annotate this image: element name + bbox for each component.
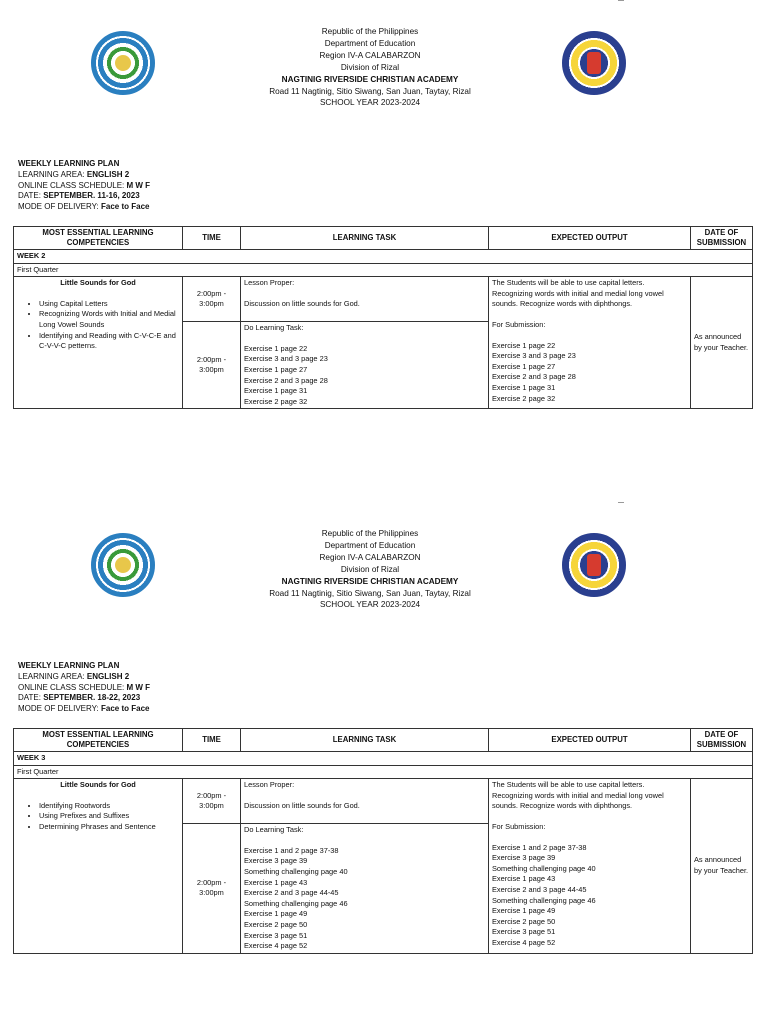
header-school-year: SCHOOL YEAR 2023-2024 <box>319 98 421 108</box>
list-item: Exercise 1 page 43 <box>492 874 556 884</box>
page-week-3 <box>0 502 768 1004</box>
list-item: Exercise 1 page 22 <box>244 343 308 353</box>
col-task: LEARNING TASK <box>241 729 489 752</box>
learning-task-cell: Do Learning Task: Exercise 1 page 22 Exercise 3 and 3 page 23 Exercise 1 page 27 Exercise 2 and 3 page 28 Exercise 1 page 31 Exercise 2 page 32 <box>241 322 489 409</box>
time-cell: 2:00pm - 3:00pm <box>183 824 241 954</box>
page-marker <box>618 502 624 503</box>
list-item: Exercise 3 page 39 <box>492 853 556 863</box>
lesson-proper-cell: Lesson Proper: Discussion on little sounds for God. <box>241 779 489 824</box>
col-time: TIME <box>183 227 241 250</box>
list-item: • Using Prefixes and Suffixes <box>39 811 179 822</box>
deped-seal-logo <box>562 31 626 95</box>
list-item: Exercise 4 page 52 <box>244 941 308 951</box>
time-cell: 2:00pm - 3:00pm <box>183 779 241 824</box>
competency-list <box>17 801 179 833</box>
list-item: Exercise 3 page 51 <box>244 930 308 940</box>
expected-output-cell: The Students will be able to use capital letters. Recognizing words with initial and medial long vowel sounds. Recognize words with diphthongs. For Submission: Exercise 1 page 22 Exercise 3 and 3 page 23 Exercise 1 page 27 Exercise 2 and 3 page 28 Exercise 1 page 31 Exercise 2 page 32 <box>489 277 691 409</box>
expected-output-cell: The Students will be able to use capital letters. Recognizing words with initial and medial long vowel sounds. Recognize words with diphthongs. For Submission: Exercise 1 and 2 page 37-38 Exercise 3 page 39 Something challenging page 40 Exercise 1 page 43 Exercise 2 and 3 page 44-45 Something challenging page 46 Exercise 1 page 49 Exercise 2 page 50 Exercise 3 page 51 Exercise 4 page 52 <box>489 779 691 954</box>
time-cell: 2:00pm - 3:00pm <box>183 322 241 409</box>
time-cell: 2:00pm - 3:00pm <box>183 277 241 322</box>
table-header-row <box>14 729 753 752</box>
col-output: EXPECTED OUTPUT <box>489 227 691 250</box>
list-item: Exercise 2 and 3 page 28 <box>492 372 576 382</box>
list-item: Exercise 3 and 3 page 23 <box>244 354 328 364</box>
lesson-title: Little Sounds for God <box>60 780 136 790</box>
plan-title: WEEKLY LEARNING PLAN <box>18 661 120 670</box>
header-republic: Republic of the Philippines <box>321 27 419 36</box>
learning-area: LEARNING AREA: ENGLISH 2 <box>18 671 130 681</box>
list-item: Exercise 1 page 49 <box>244 909 308 919</box>
plan-date: DATE: SEPTEMBER. 11-16, 2023 <box>18 191 140 201</box>
col-mel: MOST ESSENTIAL LEARNING COMPETENCIES <box>14 227 183 250</box>
delivery-mode: MODE OF DELIVERY: Face to Face <box>18 202 150 212</box>
learning-area: LEARNING AREA: ENGLISH 2 <box>18 169 130 179</box>
list-item: Exercise 4 page 52 <box>492 937 556 947</box>
document-header <box>240 528 500 611</box>
school-seal-logo <box>91 533 155 597</box>
list-item: • Using Capital Letters <box>39 299 179 310</box>
class-schedule: ONLINE CLASS SCHEDULE: M W F <box>18 180 151 190</box>
lesson-proper-cell: Lesson Proper: Discussion on little sounds for God. <box>241 277 489 322</box>
competencies-cell <box>14 277 183 409</box>
col-time: TIME <box>183 729 241 752</box>
learning-plan-table <box>13 226 753 409</box>
table-header-row <box>14 227 753 250</box>
list-item: Something challenging page 40 <box>244 866 348 876</box>
list-item: Exercise 1 and 2 page 37-38 <box>244 845 339 855</box>
plan-title: WEEKLY LEARNING PLAN <box>18 159 120 168</box>
col-date: DATE OF SUBMISSION <box>691 227 753 250</box>
list-item: Exercise 1 page 49 <box>492 906 556 916</box>
week-label: WEEK 3 <box>14 752 753 766</box>
header-department: Department of Education <box>324 540 416 550</box>
list-item: Exercise 1 page 27 <box>244 364 308 374</box>
header-school: NAGTINIG RIVERSIDE CHRISTIAN ACADEMY <box>281 74 459 84</box>
header-department: Department of Education <box>324 38 416 48</box>
quarter-label: First Quarter <box>14 263 753 277</box>
quarter-label: First Quarter <box>14 765 753 779</box>
col-output: EXPECTED OUTPUT <box>489 729 691 752</box>
header-school: NAGTINIG RIVERSIDE CHRISTIAN ACADEMY <box>281 576 459 586</box>
header-address: Road 11 Nagtinig, Sitio Siwang, San Juan, Taytay, Rizal <box>269 86 471 96</box>
list-item: Exercise 2 page 32 <box>492 393 556 403</box>
delivery-mode: MODE OF DELIVERY: Face to Face <box>18 704 150 714</box>
plan-info <box>18 159 150 213</box>
header-division: Division of Rizal <box>340 564 400 574</box>
list-item: Exercise 1 page 31 <box>492 382 556 392</box>
header-region: Region IV-A CALABARZON <box>319 50 421 60</box>
learning-task-cell: Do Learning Task: Exercise 1 and 2 page 37-38 Exercise 3 page 39 Something challenging page 40 Exercise 1 page 43 Exercise 2 and 3 page 44-45 Something challenging page 46 Exercise 1 page 49 Exercise 2 page 50 Exercise 3 page 51 Exercise 4 page 52 <box>241 824 489 954</box>
list-item: • Determining Phrases and Sentence <box>39 822 179 833</box>
header-republic: Republic of the Philippines <box>321 529 419 538</box>
list-item: Exercise 2 page 50 <box>244 919 308 929</box>
list-item: Exercise 2 page 32 <box>244 396 308 406</box>
col-task: LEARNING TASK <box>241 227 489 250</box>
header-region: Region IV-A CALABARZON <box>319 552 421 562</box>
list-item: Exercise 3 and 3 page 23 <box>492 351 576 361</box>
header-address: Road 11 Nagtinig, Sitio Siwang, San Juan, Taytay, Rizal <box>269 588 471 598</box>
col-mel: MOST ESSENTIAL LEARNING COMPETENCIES <box>14 729 183 752</box>
list-item: • Identifying Rootwords <box>39 801 179 812</box>
submission-cell: As announced by your Teacher. <box>691 779 753 954</box>
deped-seal-logo <box>562 533 626 597</box>
page-marker <box>618 0 624 1</box>
list-item: • Identifying and Reading with C-V-C-E and C-V-V-C petterns. <box>39 331 179 352</box>
competencies-cell <box>14 779 183 954</box>
plan-info <box>18 661 150 715</box>
list-item: Exercise 3 page 39 <box>244 856 308 866</box>
col-date: DATE OF SUBMISSION <box>691 729 753 752</box>
list-item: Exercise 1 page 27 <box>492 361 556 371</box>
plan-date: DATE: SEPTEMBER. 18-22, 2023 <box>18 693 141 703</box>
page-week-2 <box>0 0 768 502</box>
list-item: Exercise 1 page 31 <box>244 386 308 396</box>
list-item: Exercise 2 and 3 page 44-45 <box>244 888 339 898</box>
document-header <box>240 26 500 109</box>
header-school-year: SCHOOL YEAR 2023-2024 <box>319 600 421 610</box>
class-schedule: ONLINE CLASS SCHEDULE: M W F <box>18 682 151 692</box>
list-item: Something challenging page 46 <box>492 895 596 905</box>
list-item: Exercise 1 page 43 <box>244 877 308 887</box>
lesson-title: Little Sounds for God <box>60 278 136 288</box>
school-seal-logo <box>91 31 155 95</box>
list-item: Exercise 2 and 3 page 28 <box>244 375 328 385</box>
list-item: Exercise 2 and 3 page 44-45 <box>492 884 587 894</box>
list-item: Exercise 2 page 50 <box>492 916 556 926</box>
submission-cell: As announced by your Teacher. <box>691 277 753 409</box>
header-division: Division of Rizal <box>340 62 400 72</box>
list-item: Something challenging page 40 <box>492 863 596 873</box>
list-item: Exercise 3 page 51 <box>492 927 556 937</box>
list-item: • Recognizing Words with Initial and Medial Long Vowel Sounds <box>39 309 179 330</box>
learning-plan-table <box>13 728 753 954</box>
list-item: Exercise 1 and 2 page 37-38 <box>492 842 587 852</box>
list-item: Exercise 1 page 22 <box>492 340 556 350</box>
list-item: Something challenging page 46 <box>244 898 348 908</box>
week-label: WEEK 2 <box>14 250 753 264</box>
competency-list <box>17 299 179 352</box>
